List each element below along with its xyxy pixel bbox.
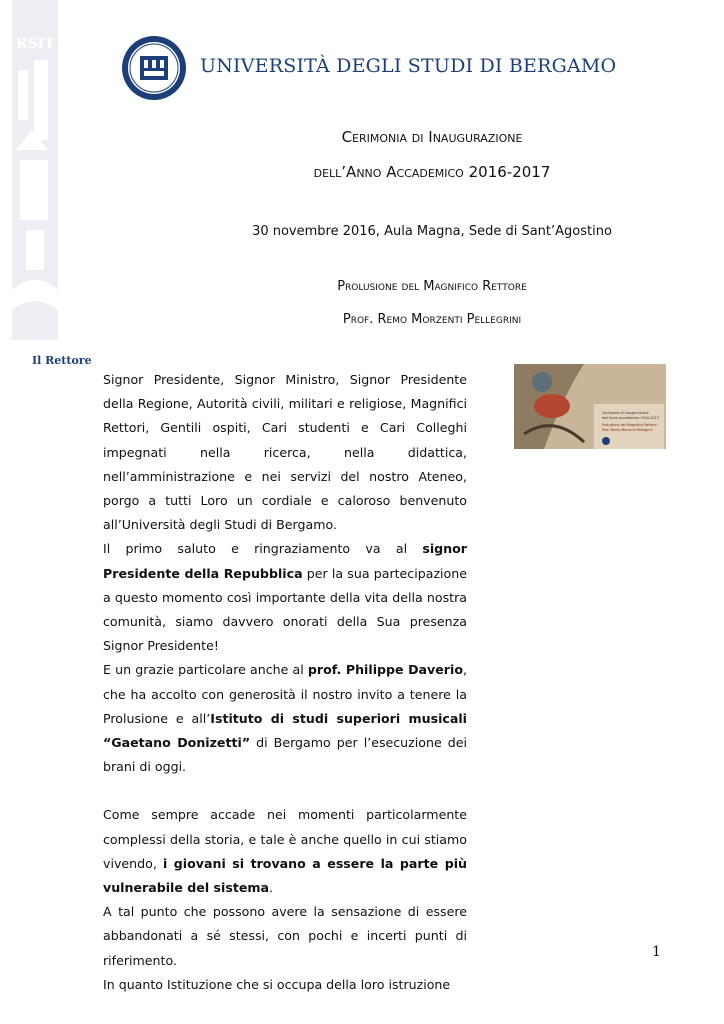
paragraph-text: per la sua partecipazione a questo momento così importante della vita della nostra comunità, siamo davvero onorati della Sua presenza Signor Presidente! — [103, 565, 467, 654]
paragraph — [103, 658, 467, 779]
paragraph — [103, 973, 467, 997]
cover-line2: dell’Anno Accademico 2016-2017 — [602, 416, 660, 420]
speaker-name: Prof. Remo Morzenti Pellegrini — [342, 312, 522, 327]
paragraph — [103, 537, 467, 658]
paragraph — [103, 900, 467, 973]
paragraph-text: E un grazie particolare anche al — [103, 662, 308, 678]
bold-text: i giovani si trovano a essere la parte più vulnerabile del sistema — [103, 855, 467, 896]
cover-line1: Cerimonia di Inaugurazione — [602, 411, 649, 415]
date-place: 30 novembre 2016, Aula Magna, Sede di Sant’Agostino — [252, 224, 612, 239]
university-seal-logo — [120, 34, 188, 102]
bold-text: signor Presidente della Repubblica — [103, 541, 467, 581]
university-name: UNIVERSITÀ DEGLI STUDI DI BERGAMO — [200, 55, 617, 77]
paragraph-gap — [103, 779, 467, 803]
paragraph-text: . — [269, 880, 274, 896]
ceremony-cover-image — [514, 364, 666, 449]
speech-body — [103, 368, 467, 997]
cover-line3: Prolusione del Magnifico Rettore — [602, 423, 657, 427]
speech-title: Prolusione del Magnifico Rettore — [337, 279, 527, 294]
paragraph-text: Come sempre accade nei momenti particolarmente complessi della storia, e tale è anche quello in cui stiamo vivendo, — [103, 807, 467, 871]
side-label: Il Rettore — [32, 354, 92, 367]
paragraph-text: Il primo saluto e ringraziamento va al — [103, 541, 423, 557]
watermark-text: RSIT — [16, 36, 55, 52]
paragraph-text: Signor Presidente, Signor Ministro, Signor Presidente della Regione, Autorità civili, militari e religiose, Magnifici Rettori, Gentili ospiti, Cari studenti e Cari Colleghi impegnati nella ricerca, nella didattica, nell’amministrazione e nei servizi del nostro Ateneo, porgo a tutti Loro un cordiale e caloroso benvenuto all’Università degli Studi di Bergamo. — [103, 372, 467, 533]
paragraph — [103, 803, 467, 900]
paragraph-text: A tal punto che possono avere la sensazione di essere abbandonati a sé stessi, con pochi e incerti punti di riferimento. — [103, 904, 467, 968]
paragraph — [103, 368, 467, 537]
paragraph-text: , che ha accolto con generosità il nostro invito a tenere la Prolusione e all’ — [103, 662, 467, 726]
paragraph-text: In quanto Istituzione che si occupa della loro istruzione — [103, 976, 451, 992]
bold-text: prof. Philippe Daverio — [307, 662, 463, 678]
ceremony-title-line1: Cerimonia di Inaugurazione — [341, 128, 523, 146]
bold-text: Istituto di studi superiori musicali “Gaetano Donizetti” — [103, 710, 467, 751]
cover-line4: Prof. Remo Morzenti Pellegrini — [602, 428, 653, 432]
paragraph-text: di Bergamo per l’esecuzione dei brani di oggi. — [103, 735, 467, 775]
page-number: 1 — [652, 944, 661, 960]
ceremony-title-line2: dell’Anno Accademico 2016-2017 — [313, 163, 551, 181]
